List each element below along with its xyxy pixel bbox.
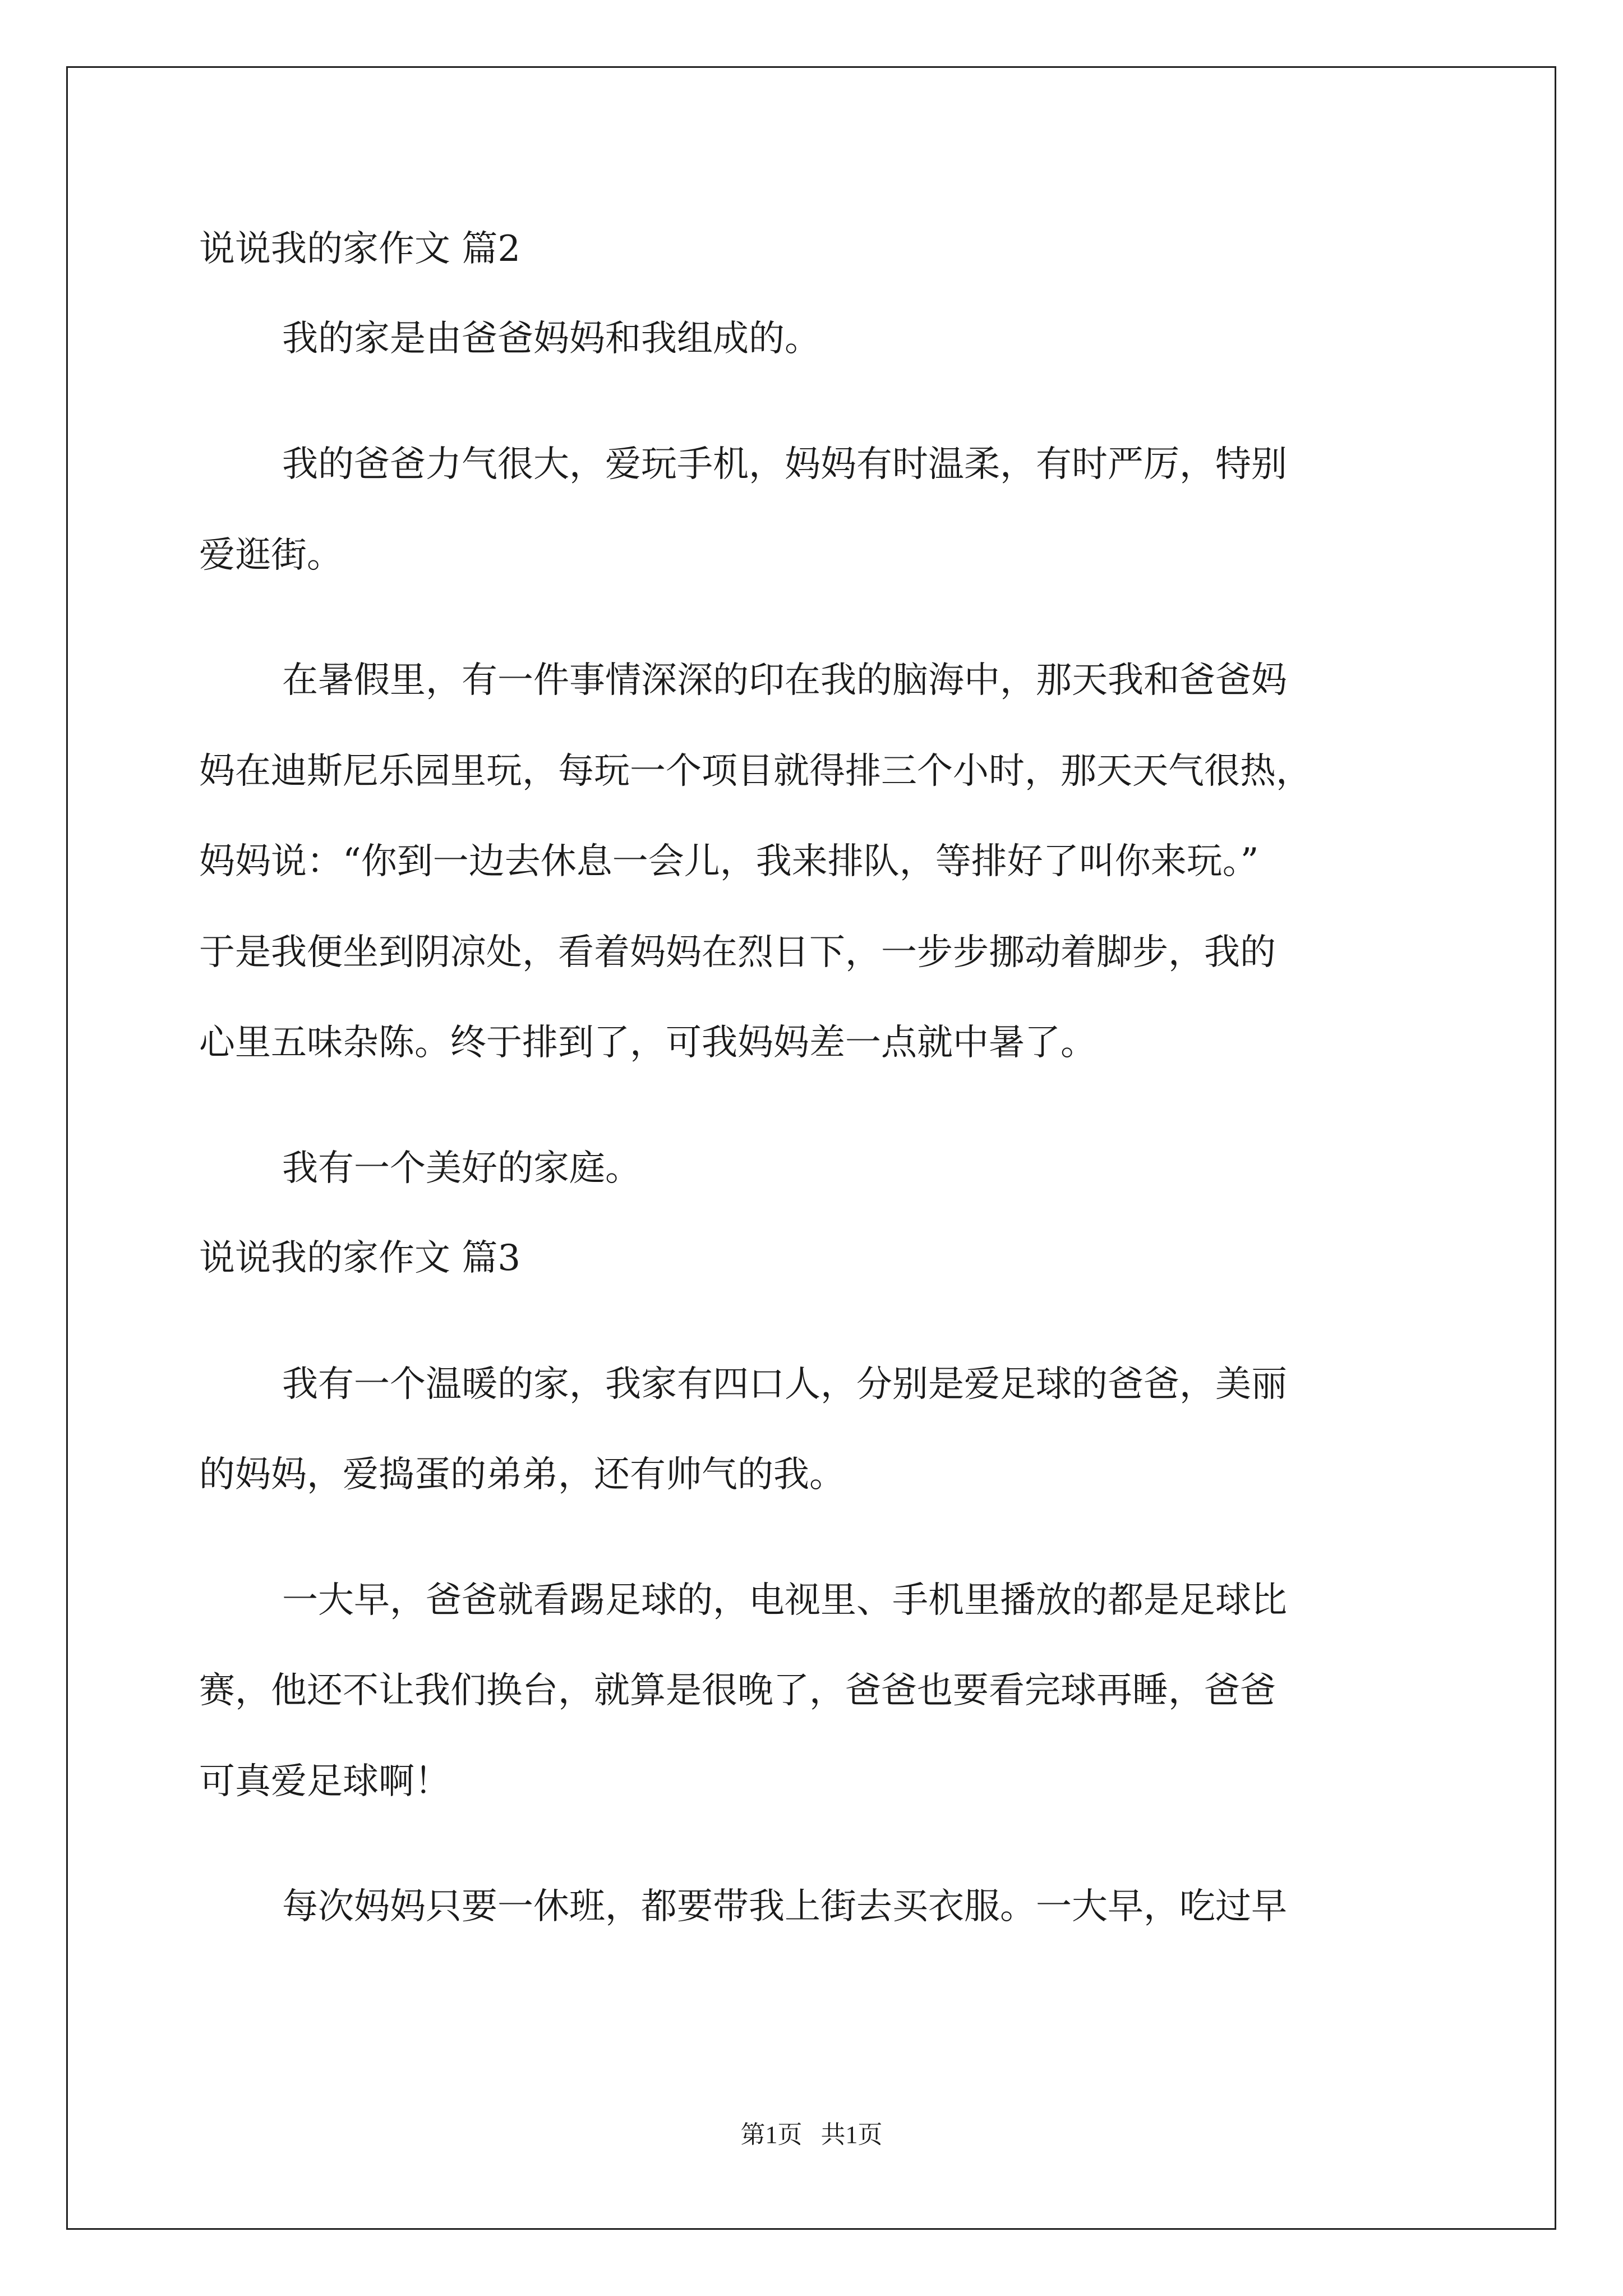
page-number-footer: 第1页 共1页: [740, 2121, 883, 2148]
paragraph-line: 爱逛街。: [199, 535, 343, 576]
paragraph-line: 在暑假里，有一件事情深深的印在我的脑海中，那天我和爸爸妈: [282, 660, 1287, 701]
section-heading: 说说我的家作文 篇2: [199, 228, 521, 270]
paragraph-line: 我有一个温暖的家，我家有四口人，分别是爱足球的爸爸，美丽: [282, 1364, 1287, 1405]
paragraph-line: 可真爱足球啊！: [199, 1761, 450, 1802]
paragraph-line: 的妈妈，爱捣蛋的弟弟，还有帅气的我。: [199, 1454, 845, 1496]
paragraph-line: 于是我便坐到阴凉处，看着妈妈在烈日下，一步步挪动着脚步，我的: [199, 932, 1276, 973]
section-heading: 说说我的家作文 篇3: [199, 1237, 521, 1279]
paragraph-line: 一大早，爸爸就看踢足球的，电视里、手机里播放的都是足球比: [282, 1580, 1287, 1621]
paragraph-line: 赛，他还不让我们换台，就算是很晚了，爸爸也要看完球再睡，爸爸: [199, 1670, 1276, 1711]
paragraph-line: 我的家是由爸爸妈妈和我组成的。: [282, 318, 820, 360]
paragraph-line: 每次妈妈只要一休班，都要带我上街去买衣服。一大早，吃过早: [282, 1886, 1287, 1927]
paragraph-line: 妈在迪斯尼乐园里玩，每玩一个项目就得排三个小时，那天天气很热，: [199, 751, 1312, 792]
paragraph-line: 我有一个美好的家庭。: [282, 1148, 641, 1189]
paragraph-line: 妈妈说：“你到一边去休息一会儿，我来排队，等排好了叫你来玩。”: [199, 841, 1259, 882]
paragraph-line: 我的爸爸力气很大，爱玩手机，妈妈有时温柔，有时严厉，特别: [282, 444, 1287, 485]
paragraph-line: 心里五味杂陈。终于排到了，可我妈妈差一点就中暑了。: [199, 1022, 1096, 1064]
